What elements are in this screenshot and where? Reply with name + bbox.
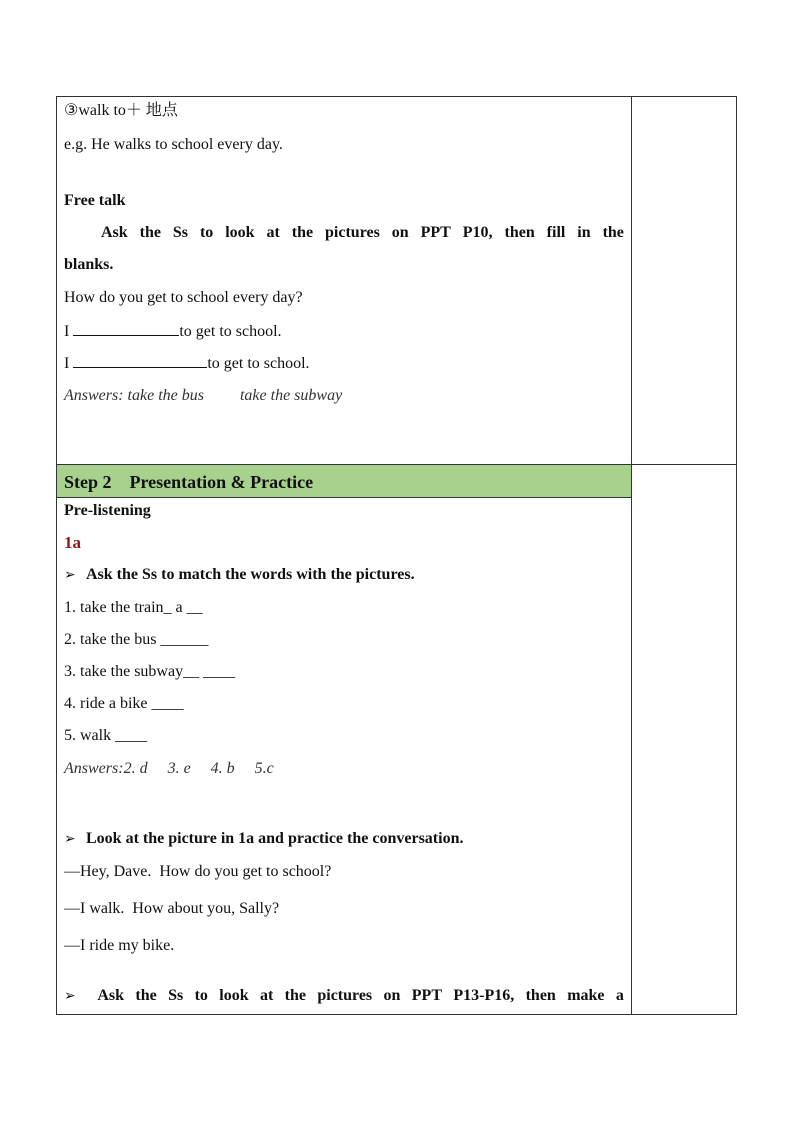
task-look-pictures (64, 986, 624, 1006)
instruction-word: the (284, 987, 306, 1004)
task-match-words: ➢ Ask the Ss to match the words with the pictures. (64, 566, 415, 583)
instruction-word: at (259, 987, 274, 1004)
instruction-word: P10, (462, 224, 493, 241)
dialog-line-1: —Hey, Dave. How do you get to school? (64, 863, 332, 880)
instruction-word: Ss (168, 987, 184, 1004)
answers-1a: Answers:2. d 3. e 4. b 5.c (64, 760, 274, 777)
instruction-word: to (199, 224, 214, 241)
dialog-line-3: —I ride my bike. (64, 937, 175, 954)
free-talk-instruction-cont: blanks. (64, 256, 114, 273)
instruction-word: the (602, 224, 624, 241)
instruction-word: Ss (172, 224, 189, 241)
instruction-word: P13-P16, (453, 987, 515, 1004)
question-text: How do you get to school every day? (64, 289, 303, 306)
instruction-word: a (615, 987, 624, 1004)
instruction-word: fill (546, 224, 566, 241)
match-item-2: 2. take the bus ______ (64, 631, 209, 648)
fill-blank-1[interactable] (73, 321, 179, 336)
instruction-word: on (383, 987, 401, 1004)
instruction-word: Ask (101, 224, 128, 241)
match-item-4: 4. ride a bike ____ (64, 695, 184, 712)
step2-header (57, 465, 631, 498)
instruction-word: PPT (411, 987, 442, 1004)
pre-listening-title: Pre-listening (64, 502, 151, 519)
free-talk-instruction (64, 223, 624, 243)
instruction-word: then (504, 224, 535, 241)
instruction-word: pictures (317, 987, 373, 1004)
item-walk-to: ③walk to＋ 地点 (64, 102, 178, 119)
instruction-word: the (135, 987, 157, 1004)
instruction-word: look (219, 987, 249, 1004)
section-1a-label: 1a (64, 533, 81, 552)
instruction-word: at (266, 224, 280, 241)
instruction-word: in (577, 224, 591, 241)
dialog-line-2: —I walk. How about you, Sally? (64, 900, 280, 917)
match-item-3: 3. take the subway__ ____ (64, 663, 236, 680)
lesson-plan-table (56, 96, 737, 1015)
column-divider (631, 97, 632, 1014)
example-sentence: e.g. He walks to school every day. (64, 136, 283, 153)
answers-row1: Answers: take the bus take the subway (64, 387, 343, 404)
match-item-5: 5. walk ____ (64, 727, 148, 744)
match-item-1: 1. take the train_ a __ (64, 599, 203, 616)
arrow-bullet-icon: ➢ (64, 567, 76, 583)
arrow-bullet-icon: ➢ (64, 831, 76, 847)
step2-title: Step 2 Presentation & Practice (64, 472, 314, 492)
instruction-word: the (291, 224, 314, 241)
blank-sentence-2: I to get to school. (64, 355, 310, 372)
instruction-word: then (525, 987, 556, 1004)
instruction-word: PPT (420, 224, 451, 241)
instruction-word: make (567, 987, 605, 1004)
instruction-word: on (391, 224, 409, 241)
fill-blank-2[interactable] (73, 353, 207, 368)
instruction-word: the (139, 224, 161, 241)
task-practice-conversation: ➢ Look at the picture in 1a and practice the conversation. (64, 830, 464, 847)
instruction-word: Ask (97, 987, 125, 1004)
instruction-word: look (225, 224, 255, 241)
instruction-word: to (194, 987, 208, 1004)
instruction-word: pictures (325, 224, 380, 241)
free-talk-title: Free talk (64, 192, 126, 209)
arrow-bullet-icon: ➢ (64, 988, 76, 1004)
blank-sentence-1: I to get to school. (64, 323, 282, 340)
